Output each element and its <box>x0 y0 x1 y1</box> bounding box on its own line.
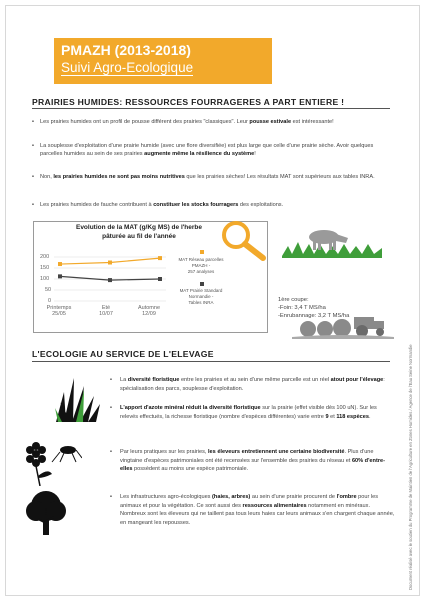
y-tick-label: 200 <box>40 254 50 260</box>
section-heading-prairies: PRAIRIES HUMIDES: RESSOURCES FOURRAGERES A PART ENTIERE ! <box>32 97 345 107</box>
x-tick-label: Printemps 25/05 <box>46 305 72 317</box>
section-heading-ecologie: L'ECOLOGIE AU SERVICE DE L'ELEVAGE <box>32 349 214 359</box>
x-tick-label: Automne 12/09 <box>137 305 160 317</box>
section-divider <box>32 361 390 362</box>
list-item: • Les infrastructures agro-écologiques (haies, arbres) au sein d'une prairie procurent de l'ombre pour les animaux et pour la végétation. Ce sont aussi des ressources alimentaires notamment en minéraux. Nombreux sont les éleveurs qui ne taillent pas tous leurs haies car leurs animaux s'en chargent chaque année, en mangeant les repousses. <box>110 494 395 526</box>
y-tick-label: 50 <box>45 287 52 293</box>
cow-grazing-icon <box>280 220 384 258</box>
flower-insect-icon <box>22 440 82 486</box>
x-tick-label: Eté 10/07 <box>99 305 113 317</box>
tree-icon <box>24 489 68 535</box>
y-tick-label: 100 <box>40 276 50 282</box>
list-item: • L'apport d'azote minéral réduit la diversité floristique sur la prairie (effet visible dès 100 uN). Sur les relevés effectués, la richesse floristique (nombre d'espèces différentes) varie entre 9 et 118 espèces. <box>110 405 377 420</box>
legend-entry-inra: MAT Prairie Standard Normandie - Tables INRA <box>179 288 223 305</box>
list-item: • Par leurs pratiques sur les prairies, les éleveurs entretiennent une certaine biodiversité. Plus d'une vingtaine d'espèces patrimoniales ont été recensées sur l'ensemble des prairies du réseau et 60% d'entre-elles possèdent au moins une espèce patrimoniale. <box>110 449 385 473</box>
page-subtitle: Suivi Agro-Ecologique <box>61 60 194 75</box>
funding-note: Document réalisé avec le soutien du Programme de Maintien de l'Agriculture en Zones Humides / Agence de l'Eau Seine Normandie <box>408 344 413 590</box>
magnifier-icon <box>214 217 274 261</box>
section-divider <box>32 108 390 109</box>
y-tick-label: 150 <box>40 265 50 271</box>
page-title: PMAZH (2013-2018) <box>61 42 191 58</box>
legend-entry-pmazh: MAT Réseau parcelles PMAZH - 257 analyses <box>178 257 224 274</box>
first-cut-yields: 1ère coupe: -Foin: 3,4 T MS/ha -Enrubannage: 3,2 T MS/ha <box>278 297 350 319</box>
list-item: • La diversité floristique entre les prairies et au sein d'une même parcelle est un réel atout pour l'élevage: spécialisation des parcs, souplesse d'exploitation. <box>110 377 385 392</box>
chart-title: Evolution de la MAT (g/Kg MS) de l'herbe pâturée au fil de l'année <box>75 224 202 240</box>
y-tick-label: 0 <box>48 298 52 304</box>
grass-plant-icon <box>54 372 104 424</box>
